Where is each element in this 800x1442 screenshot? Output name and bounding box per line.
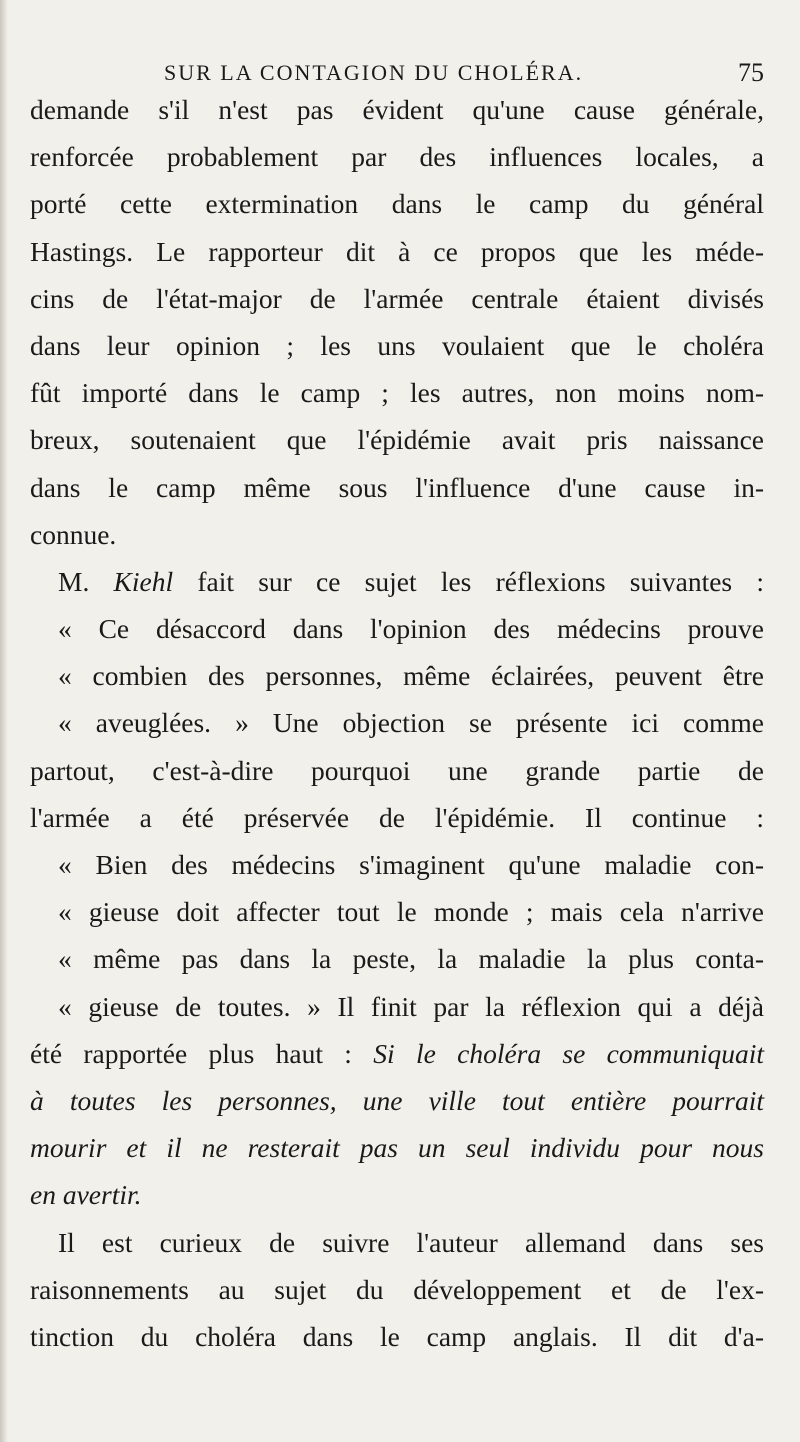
text-line: partout, c'est-à-dire pourquoi une grande partie de bbox=[30, 754, 764, 786]
binding-shadow bbox=[0, 0, 8, 1442]
text-segment: fait sur ce sujet les réflexions suivantes : bbox=[197, 565, 764, 597]
text-line: fût importé dans le camp ; les autres, non moins nom- bbox=[30, 377, 764, 409]
text-line: « gieuse doit affecter tout le monde ; mais cela n'arrive bbox=[58, 896, 764, 928]
author-name: Kiehl bbox=[113, 565, 174, 597]
text-line: porté cette extermination dans le camp du général bbox=[30, 188, 764, 220]
running-title: SUR LA CONTAGION DU CHOLÉRA. bbox=[164, 60, 584, 85]
text-line: en avertir. bbox=[30, 1179, 142, 1211]
text-line: raisonnements au sujet du développement et de l'ex- bbox=[30, 1273, 764, 1305]
page-number: 75 bbox=[738, 58, 764, 87]
italic-quote: Si le choléra se communiquait bbox=[373, 1037, 764, 1069]
text-line: « Bien des médecins s'imaginent qu'une maladie con- bbox=[58, 849, 764, 880]
text-line: « combien des personnes, même éclairées, peuvent être bbox=[58, 660, 764, 692]
text-line: « Ce désaccord dans l'opinion des médecins prouve bbox=[58, 613, 764, 645]
text-line: cins de l'état-major de l'armée centrale étaient divisés bbox=[30, 282, 764, 314]
text-line: Il est curieux de suivre l'auteur allemand dans ses bbox=[58, 1226, 764, 1258]
text-line: « même pas dans la peste, la maladie la plus conta- bbox=[58, 943, 764, 975]
text-segment: M. bbox=[58, 565, 90, 597]
text-line: à toutes les personnes, une ville tout entière pourrait bbox=[30, 1084, 764, 1116]
text-line: demande s'il n'est pas évident qu'une cause générale, bbox=[30, 94, 764, 125]
text-line: dans leur opinion ; les uns voulaient que le choléra bbox=[30, 329, 764, 361]
text-line: l'armée a été préservée de l'épidémie. Il continue : bbox=[30, 801, 764, 833]
text-segment: été rapportée plus haut : bbox=[30, 1037, 352, 1069]
body-text bbox=[30, 86, 764, 1360]
text-line: connue. bbox=[30, 518, 117, 550]
text-line: tinction du choléra dans le camp anglais. Il dit d'a- bbox=[30, 1320, 764, 1352]
text-line: mourir et il ne resterait pas un seul individu pour nous bbox=[30, 1132, 764, 1164]
text-line bbox=[30, 558, 764, 605]
text-line: renforcée probablement par des influences locales, a bbox=[30, 141, 764, 173]
text-line: Hastings. Le rapporteur dit à ce propos que les méde- bbox=[30, 235, 764, 267]
text-line bbox=[30, 1030, 764, 1077]
text-line: dans le camp même sous l'influence d'une cause in- bbox=[30, 471, 764, 503]
text-line: « aveuglées. » Une objection se présente ici comme bbox=[58, 707, 764, 739]
text-line: breux, soutenaient que l'épidémie avait pris naissance bbox=[30, 424, 764, 456]
text-line: « gieuse de toutes. » Il finit par la réflexion qui a déjà bbox=[58, 990, 764, 1022]
